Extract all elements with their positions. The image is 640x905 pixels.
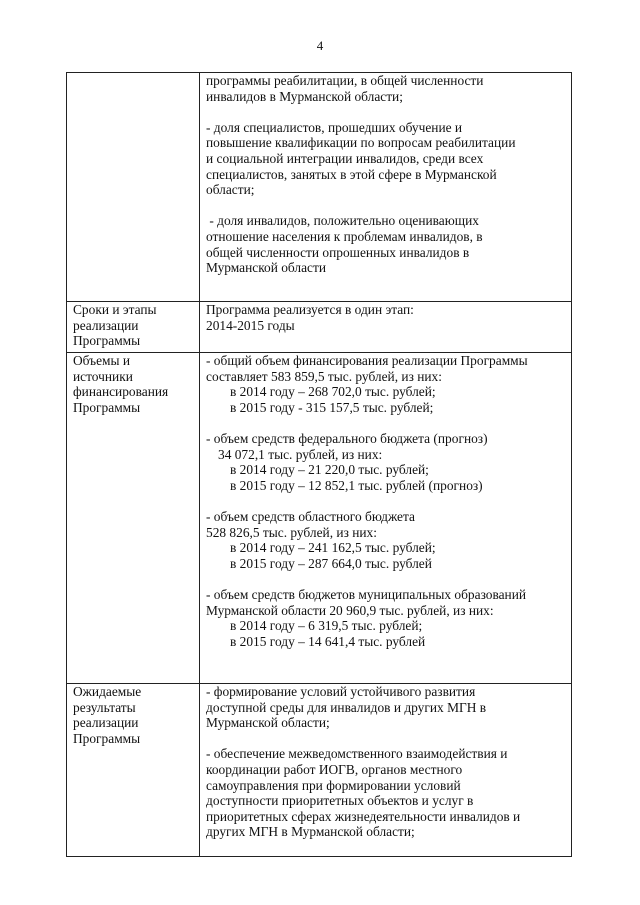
page-number: 4 xyxy=(316,38,324,53)
row-label-line: результаты xyxy=(73,699,136,715)
table-row-financing xyxy=(67,353,572,684)
text-line: - доля специалистов, прошедших обучение и xyxy=(206,119,463,135)
text-line: 2014-2015 годы xyxy=(206,317,295,333)
text-line: и социальной интеграции инвалидов, среди всех xyxy=(206,150,484,166)
row-label-line: Программы xyxy=(73,730,141,746)
text-line: Мурманской области 20 960,9 тыс. рублей, из них: xyxy=(206,602,494,618)
text-line: координации работ ИОГВ, органов местного xyxy=(206,761,463,777)
text-line: - объем средств областного бюджета xyxy=(206,508,415,524)
text-line: 34 072,1 тыс. рублей, из них: xyxy=(218,446,383,462)
row-label-line: Объемы и xyxy=(73,353,131,368)
text-line: в 2014 году – 21 220,0 тыс. рублей; xyxy=(230,462,429,478)
passport-table xyxy=(66,72,572,857)
text-line: 528 826,5 тыс. рублей, из них: xyxy=(206,524,377,540)
table-row-indicators xyxy=(67,73,572,302)
table-row-results xyxy=(67,684,572,857)
text-line: приоритетных сферах жизнедеятельности инвалидов и xyxy=(206,808,521,824)
text-line: - обеспечение межведомственного взаимодействия и xyxy=(206,746,508,762)
text-line: - объем средств бюджетов муниципальных образований xyxy=(206,586,527,602)
row-label-cell xyxy=(67,684,200,857)
text-line: области; xyxy=(206,182,255,198)
text-line: в 2014 году – 268 702,0 тыс. рублей; xyxy=(230,384,436,400)
row-label-cell xyxy=(67,353,200,684)
row-content-cell xyxy=(200,302,572,353)
text-line: в 2015 году - 315 157,5 тыс. рублей; xyxy=(230,399,434,415)
text-line: доступной среды для инвалидов и других МГН в xyxy=(206,699,487,715)
row-label-line: реализации xyxy=(73,317,139,333)
text-line: самоуправления при формировании условий xyxy=(206,777,461,793)
text-line: в 2015 году – 287 664,0 тыс. рублей xyxy=(230,555,432,571)
text-line: - общий объем финансирования реализации Программы xyxy=(206,353,528,368)
text-line: - доля инвалидов, положительно оценивающих xyxy=(206,213,479,229)
text-line: специалистов, занятых в этой сфере в Мурманской xyxy=(206,166,497,182)
text-line: в 2014 году – 241 162,5 тыс. рублей; xyxy=(230,540,436,556)
text-line: повышение квалификации по вопросам реабилитации xyxy=(206,135,516,151)
text-line: отношение населения к проблемам инвалидов, в xyxy=(206,228,483,244)
text-line: других МГН в Мурманской области; xyxy=(206,824,415,840)
text-line: Мурманской области; xyxy=(206,715,330,731)
text-line: - формирование условий устойчивого развития xyxy=(206,684,476,699)
table-row-terms xyxy=(67,302,572,353)
row-label-line: реализации xyxy=(73,715,139,731)
text-line: - объем средств федерального бюджета (прогноз) xyxy=(206,430,488,446)
row-label-line: Сроки и этапы xyxy=(73,302,157,317)
row-label-line: финансирования xyxy=(73,384,169,400)
row-content-cell xyxy=(200,684,572,857)
row-content-cell xyxy=(200,353,572,684)
text-line: в 2015 году – 14 641,4 тыс. рублей xyxy=(230,633,426,649)
text-line: инвалидов в Мурманской области; xyxy=(206,88,403,104)
text-line: общей численности опрошенных инвалидов в xyxy=(206,244,470,260)
row-label-cell xyxy=(67,73,200,302)
text-line: Программа реализуется в один этап: xyxy=(206,302,414,317)
text-line: составляет 583 859,5 тыс. рублей, из них: xyxy=(206,368,442,384)
row-label-line: Программы xyxy=(73,333,141,349)
text-line: в 2015 году – 12 852,1 тыс. рублей (прогноз) xyxy=(230,477,483,493)
text-line: в 2014 году – 6 319,5 тыс. рублей; xyxy=(230,618,423,634)
text-line: программы реабилитации, в общей численности xyxy=(206,73,484,88)
row-content-cell xyxy=(200,73,572,302)
row-label-line: Ожидаемые xyxy=(73,684,142,699)
text-line: доступности приоритетных объектов и услуг в xyxy=(206,793,474,809)
row-label-line: источники xyxy=(73,368,133,384)
text-line: Мурманской области xyxy=(206,260,326,276)
row-label-line: Программы xyxy=(73,399,141,415)
row-label-cell xyxy=(67,302,200,353)
